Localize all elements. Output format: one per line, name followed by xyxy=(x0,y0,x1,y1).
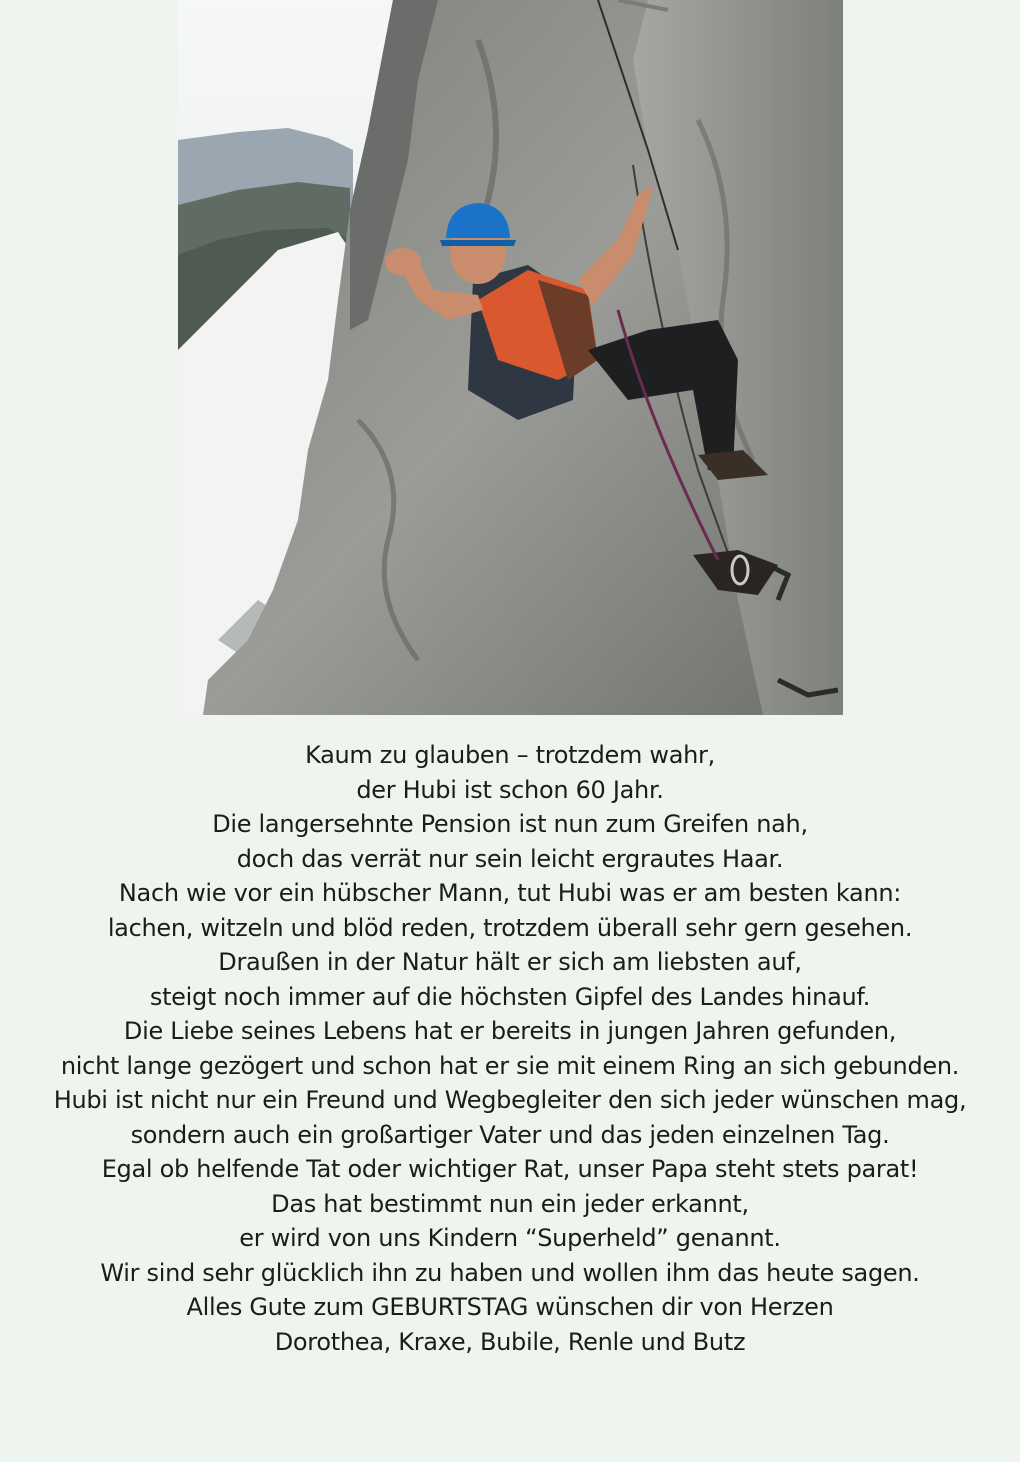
birthday-poem xyxy=(10,738,1010,1359)
poem-line: Die Liebe seines Lebens hat er bereits in jungen Jahren gefunden, xyxy=(123,1017,897,1045)
poem-line: Die langersehnte Pension ist nun zum Greifen nah, xyxy=(212,810,808,838)
poem-line: Kaum zu glauben – trotzdem wahr, xyxy=(305,741,715,769)
poem-line: Alles Gute zum GEBURTSTAG wünschen dir von Herzen xyxy=(186,1293,834,1321)
climber-photo-icon xyxy=(178,0,843,715)
poem-line: der Hubi ist schon 60 Jahr. xyxy=(356,775,664,804)
poem-line: Hubi ist nicht nur ein Freund und Wegbegleiter den sich jeder wünschen mag, xyxy=(53,1086,967,1114)
poem-line: lachen, witzeln und blöd reden, trotzdem überall sehr gern gesehen. xyxy=(107,913,913,942)
poem-line: Egal ob helfende Tat oder wichtiger Rat, unser Papa steht stets parat! xyxy=(101,1155,919,1183)
poem-line: sondern auch ein großartiger Vater und das jeden einzelnen Tag. xyxy=(130,1120,890,1149)
poem-line: nicht lange gezögert und schon hat er sie mit einem Ring an sich gebunden. xyxy=(60,1051,960,1080)
poem-line: er wird von uns Kindern “Superheld” genannt. xyxy=(239,1224,781,1252)
poem-signature: Dorothea, Kraxe, Bubile, Renle und Butz xyxy=(274,1327,746,1356)
poem-line: Wir sind sehr glücklich ihn zu haben und wollen ihm das heute sagen. xyxy=(100,1258,920,1287)
poem-line: Draußen in der Natur hält er sich am liebsten auf, xyxy=(218,948,802,976)
poem-line: Nach wie vor ein hübscher Mann, tut Hubi was er am besten kann: xyxy=(118,879,902,907)
poem-line: Das hat bestimmt nun ein jeder erkannt, xyxy=(271,1189,749,1218)
poem-line: doch das verrät nur sein leicht ergrautes Haar. xyxy=(236,844,784,873)
climber-photo xyxy=(178,0,843,715)
poem-line: steigt noch immer auf die höchsten Gipfel des Landes hinauf. xyxy=(149,982,871,1011)
